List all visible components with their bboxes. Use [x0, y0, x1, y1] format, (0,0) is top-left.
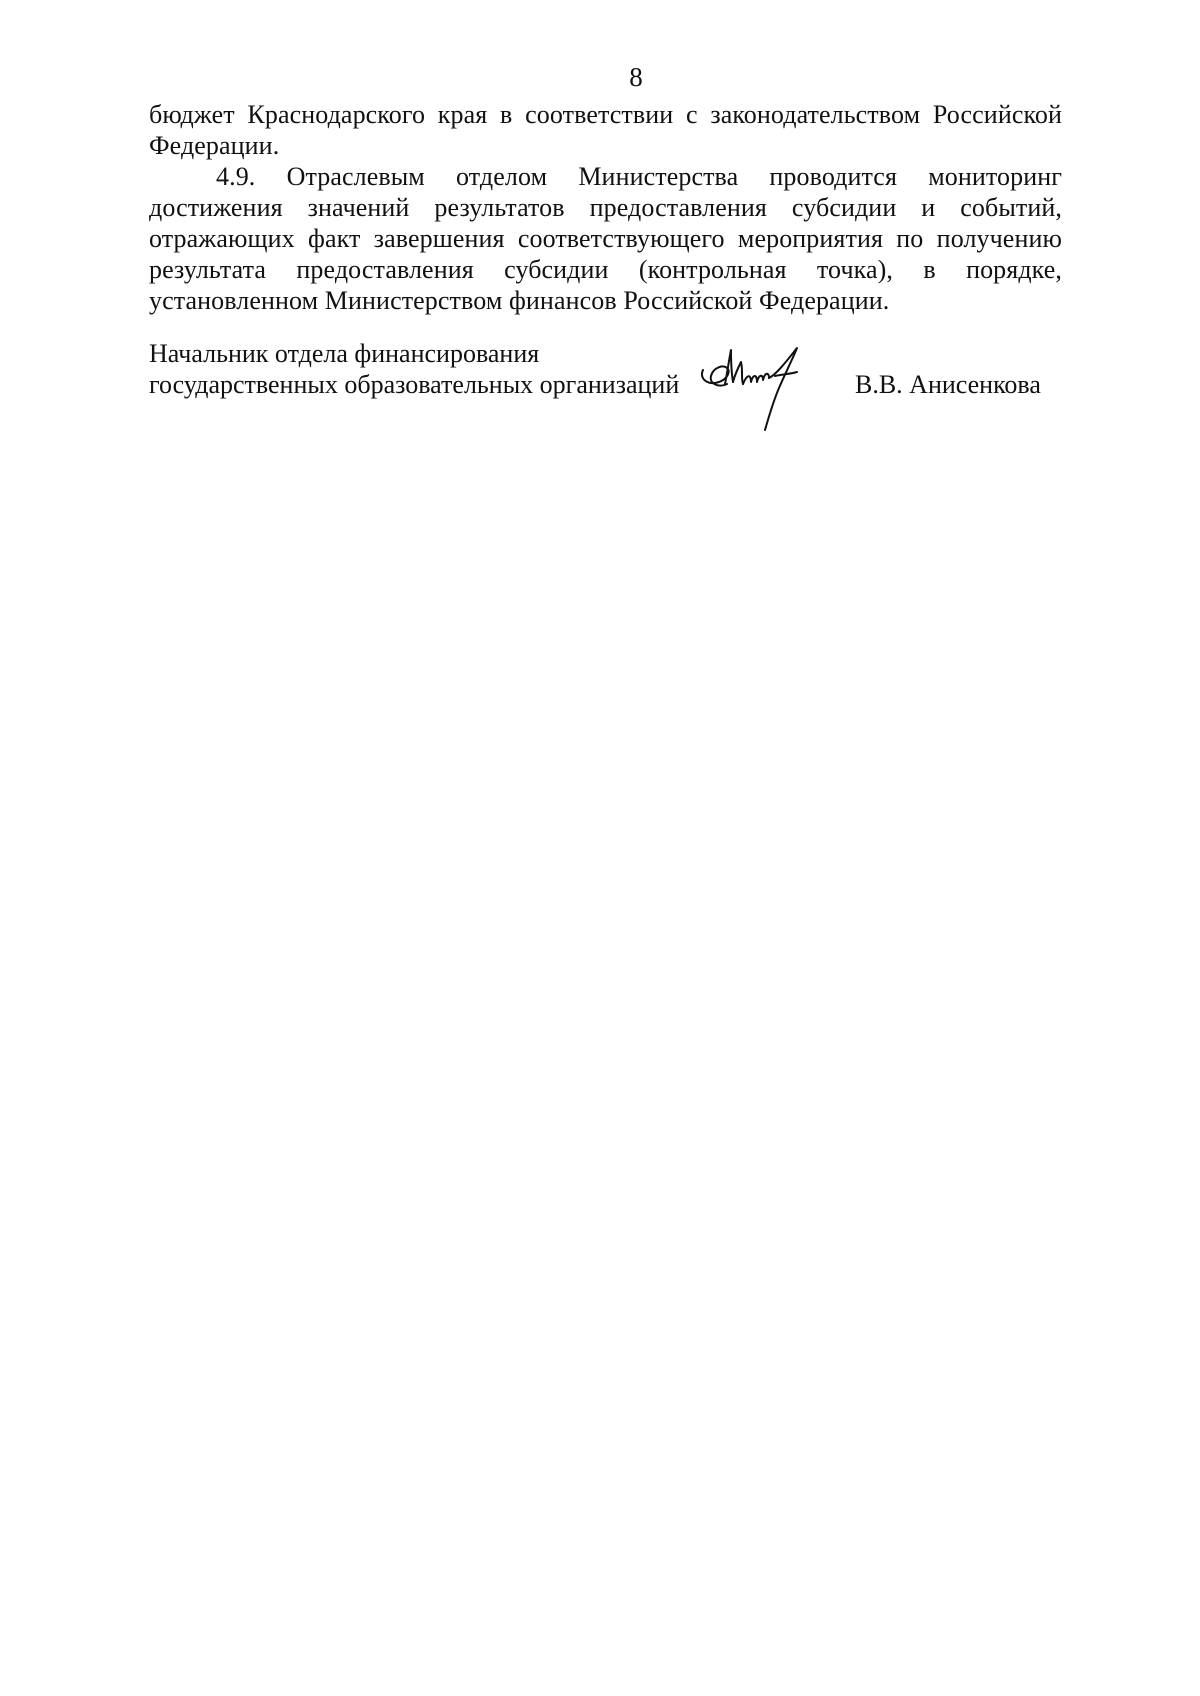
text-line: достижения значений результатов предоставления субсидии и событий, — [149, 193, 1062, 222]
signer-position-line-2: государственных образовательных организаций — [149, 370, 680, 399]
signature-block — [149, 338, 1062, 438]
body-text — [149, 99, 1062, 316]
text-line: результата предоставления субсидии (контрольная точка), в порядке, — [149, 255, 1062, 284]
signer-position-line-1: Начальник отдела финансирования — [149, 339, 540, 368]
text-line: установленном Министерством финансов Российской Федерации. — [149, 286, 890, 315]
page-number: 8 — [629, 62, 643, 92]
paragraph-4-9-first-line: 4.9. Отраслевым отделом Министерства проводится мониторинг — [216, 162, 1062, 191]
signer-name: В.В. Анисенкова — [855, 370, 1041, 399]
text-line: отражающих факт завершения соответствующего мероприятия по получению — [149, 224, 1062, 253]
text-line: бюджет Краснодарского края в соответствии с законодательством Российской — [149, 100, 1062, 129]
handwritten-signature-icon — [697, 344, 807, 434]
text-line: Федерации. — [149, 131, 280, 160]
